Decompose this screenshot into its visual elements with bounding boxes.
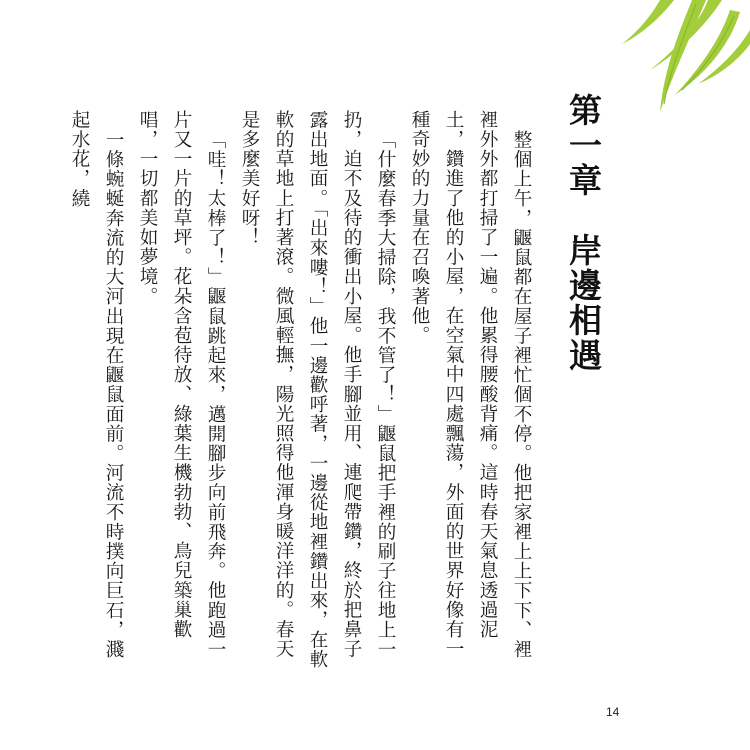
leaf-branch-icon: [580, 0, 750, 125]
paragraph-4: 一條蜿蜒奔流的大河出現在鼴鼠面前。河流不時撲向巨石，濺起水花，繞: [69, 110, 124, 660]
page-number: 14: [606, 705, 620, 719]
body-text: [62, 110, 538, 670]
chapter-title: 第一章 岸邊相遇: [564, 93, 603, 373]
paragraph-2: 「什麼春季大掃除，我不管了！」鼴鼠把手裡的刷子往地上一扔，迫不及待的衝出小屋。他手腳並用、連爬帶鑽，終於把鼻子露出地面。「出來嘍！」他一邊歡呼著，一邊從地裡鑽出來，在軟軟的草地上打著滾。微風輕撫，陽光照得他渾身暖洋洋的。春天是多麼美好呀！: [239, 110, 396, 670]
paragraph-1: 整個上午，鼴鼠都在屋子裡忙個不停。他把家裡上上下下、裡裡外外都打掃了一遍。他累得腰酸背痛。這時春天氣息透過泥土，鑽進了他的小屋，在空氣中四處飄蕩，外面的世界好像有一種奇妙的力量在召喚著他。: [409, 110, 532, 660]
paragraph-3: 「哇！太棒了！」鼴鼠跳起來，邁開腳步向前飛奔。他跑過一片又一片的草坪。花朵含苞待放、綠葉生機勃勃、鳥兒築巢歡唱，一切都美如夢境。: [137, 110, 226, 660]
